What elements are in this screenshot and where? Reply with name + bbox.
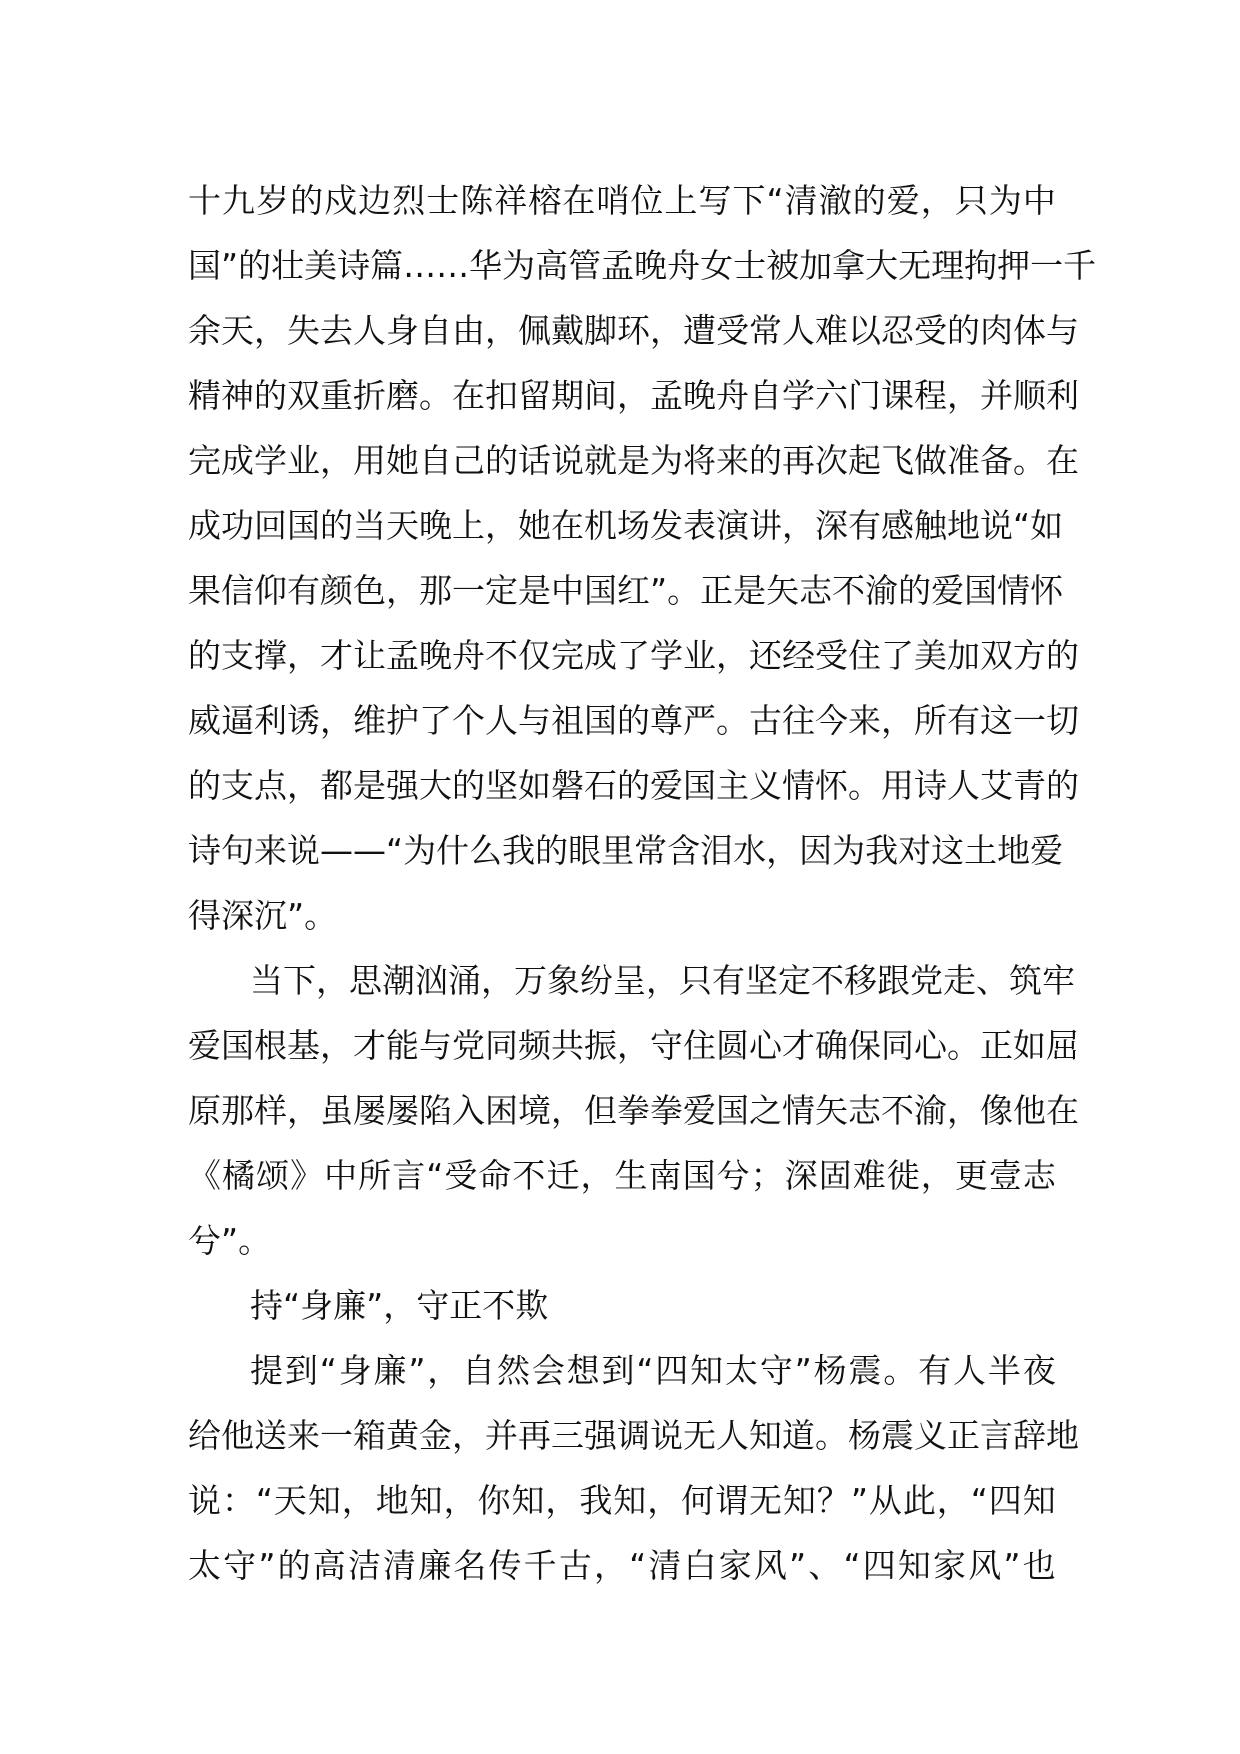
text-line: 说 ： “ 天 知 ， 地 知 ， 你 知 ， 我 知 ， 何 谓 无 知 ？ ” 从 此 ， “ 四 知 bbox=[188, 1481, 1056, 1520]
text-line: 的 支 点 ， 都 是 强 大 的 坚 如 磐 石 的 爱 国 主 义 情 怀 。 用 诗 人 艾 青 的 bbox=[188, 766, 1079, 805]
section-heading: 持“身廉”，守正不欺 bbox=[250, 1286, 549, 1325]
text-line: 当 下 ， 思 潮 汹 涌 ， 万 象 纷 呈 ， 只 有 坚 定 不 移 跟 党 走 、 筑 牢 bbox=[250, 961, 1075, 1000]
text-line: 余 天 ， 失 去 人 身 自 由 ， 佩 戴 脚 环 ， 遭 受 常 人 难 以 忍 受 的 肉 体 与 bbox=[188, 311, 1079, 350]
body-text bbox=[188, 168, 1097, 1598]
text-line: 成 功 回 国 的 当 天 晚 上 ， 她 在 机 场 发 表 演 讲 ， 深 有 感 触 地 说 “ 如 bbox=[188, 506, 1064, 545]
text-line: 精 神 的 双 重 折 磨 。 在 扣 留 期 间 ， 孟 晚 舟 自 学 六 门 课 程 ， 并 顺 利 bbox=[188, 376, 1079, 415]
text-line: 国 ” 的 壮 美 诗 篇 … … 华 为 高 管 孟 晚 舟 女 士 被 加 拿 大 无 理 拘 押 一 千 bbox=[188, 246, 1097, 285]
text-line: 兮”。 bbox=[188, 1221, 272, 1260]
text-line: 原 那 样 ， 虽 屡 屡 陷 入 困 境 ， 但 拳 拳 爱 国 之 情 矢 志 不 渝 ， 像 他 在 bbox=[188, 1091, 1079, 1130]
text-line: 《 橘 颂 》 中 所 言 “ 受 命 不 迁 ， 生 南 国 兮 ； 深 固 难 徙 ， 更 壹 志 bbox=[188, 1156, 1056, 1195]
text-line: 给 他 送 来 一 箱 黄 金 ， 并 再 三 强 调 说 无 人 知 道 。 杨 震 义 正 言 辞 地 bbox=[188, 1416, 1079, 1455]
text-line: 十 九 岁 的 戍 边 烈 士 陈 祥 榕 在 哨 位 上 写 下 “ 清 澈 的 爱 ， 只 为 中 bbox=[188, 181, 1056, 220]
text-line: 的 支 撑 ， 才 让 孟 晚 舟 不 仅 完 成 了 学 业 ， 还 经 受 住 了 美 加 双 方 的 bbox=[188, 636, 1079, 675]
text-line: 诗 句 来 说 — — “ 为 什 么 我 的 眼 里 常 含 泪 水 ， 因 为 我 对 这 土 地 爱 bbox=[188, 831, 1064, 870]
text-line: 得深沉”。 bbox=[188, 896, 338, 935]
text-line: 太 守 ” 的 高 洁 清 廉 名 传 千 古 ， “ 清 白 家 风 ” 、 “ 四 知 家 风 ” 也 bbox=[188, 1546, 1056, 1585]
text-line: 提 到 “ 身 廉 ” ， 自 然 会 想 到 “ 四 知 太 守 ” 杨 震 。 有 人 半 夜 bbox=[250, 1351, 1056, 1390]
text-line: 爱 国 根 基 ， 才 能 与 党 同 频 共 振 ， 守 住 圆 心 才 确 保 同 心 。 正 如 屈 bbox=[188, 1026, 1079, 1065]
text-line: 完 成 学 业 ， 用 她 自 己 的 话 说 就 是 为 将 来 的 再 次 起 飞 做 准 备 。 在 bbox=[188, 441, 1079, 480]
text-line: 果 信 仰 有 颜 色 ， 那 一 定 是 中 国 红 ” 。 正 是 矢 志 不 渝 的 爱 国 情 怀 bbox=[188, 571, 1064, 610]
text-line: 威 逼 利 诱 ， 维 护 了 个 人 与 祖 国 的 尊 严 。 古 往 今 来 ， 所 有 这 一 切 bbox=[188, 701, 1079, 740]
